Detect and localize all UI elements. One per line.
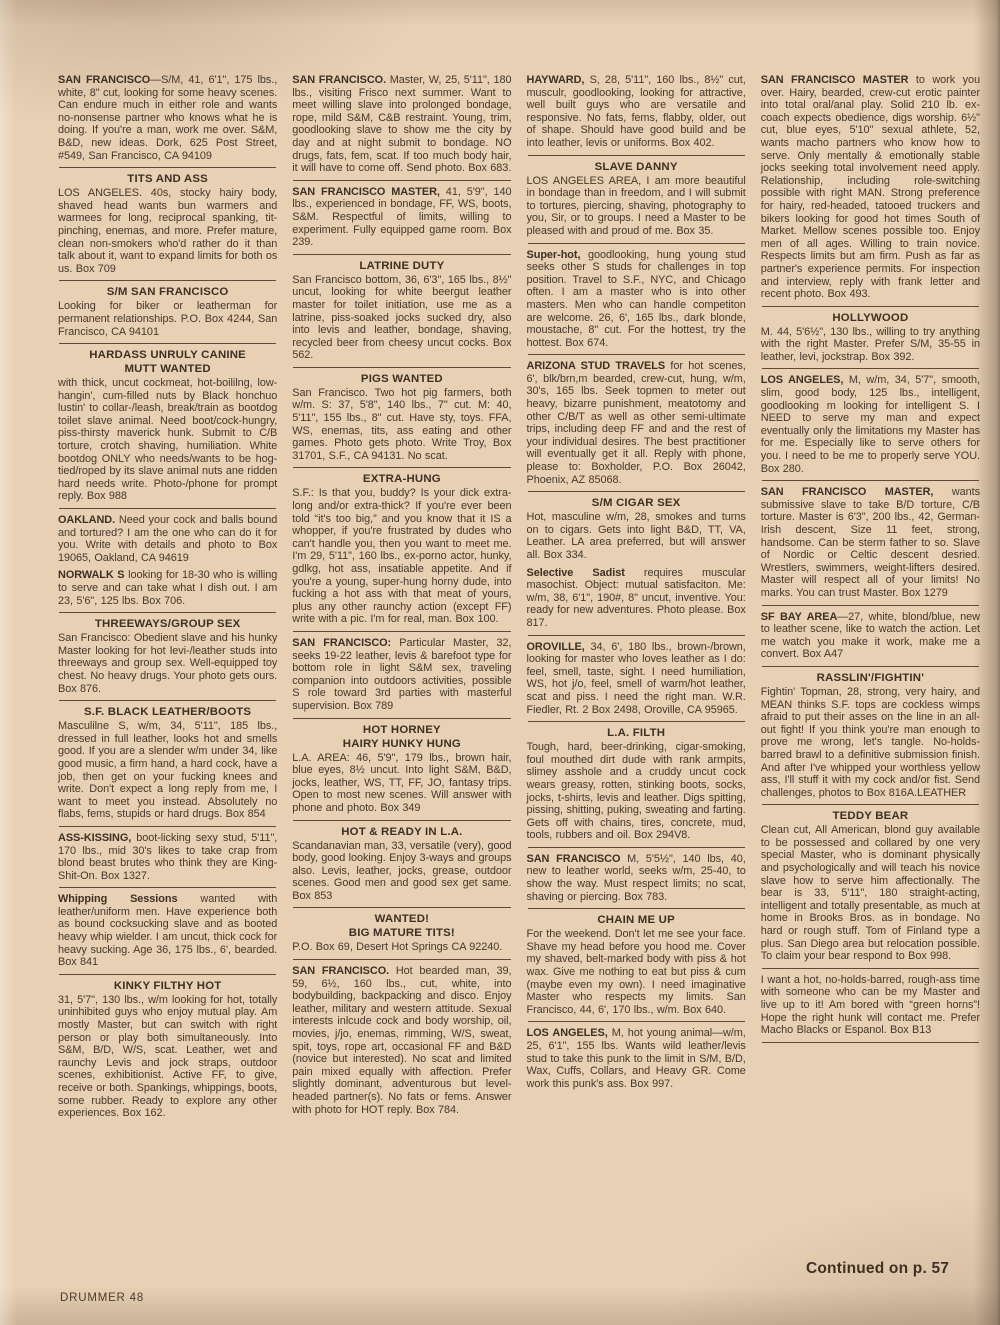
ad-divider-rule: [59, 508, 276, 509]
ad-text: NORWALK S looking for 18-30 who is willing to serve and can take what I dish out. I am 23, 5'6", 125 lbs. Box 706.: [58, 569, 278, 607]
ad-lead: Selective Sadist: [526, 566, 625, 579]
ad-divider-rule: [762, 368, 979, 369]
ad-divider-rule: [762, 1042, 979, 1043]
classified-ad: [292, 74, 511, 175]
ad-text: LOS ANGELES, M, w/m, 34, 5'7", smooth, slim, good body, 125 lbs., intelligent, goodlooking m looking for intelligent S. I NEED to serve my man and expect eventually only the limitations my Master has for me. Especially like to serve others for you. I need to be me to properly serve YOU. Box 280.: [760, 374, 980, 475]
classified-ad: [527, 567, 746, 630]
ad-divider-rule: [59, 826, 276, 827]
ad-text: OROVILLE, 34, 6', 180 lbs., brown-/brown, looking for master who loves leather as I do: feel, smell, taste, sight. I need humiliation, WS, hot j/o, feel, smell of warm/hot leather, scat and piss. I need the right man. W.R. Fiedler, Rt. 2 Box 2498, Oroville, CA 95965.: [526, 640, 746, 716]
column-2: [292, 74, 511, 1121]
classified-ad: [58, 893, 277, 969]
classified-ad: [527, 1027, 746, 1090]
classified-ad: [58, 173, 277, 275]
ad-text: LOS ANGELES. 40s, stocky hairy body, shaved head wants bun warmers and warmees for long, reciprocal spanking, tit-pinching, enemas, and more. Prefer mature, clean non-smokers who'd rather do it than talk about it, want to expand limits for both os us. Box 709: [58, 187, 278, 275]
classified-ad: [58, 349, 277, 503]
classified-ad: [761, 810, 980, 963]
ad-text: San Francisco: Obedient slave and his hunky Master looking for hot levi-/leather studs into threeways and group sex. Well-equipped toy chest. No heavy drugs. Your photo gets ours. Box 876.: [58, 632, 278, 695]
ad-text: SAN FRANCISCO MASTER to work you over. Hairy, bearded, crew-cut erotic painter into total oral/anal play. Solid 210 lb. ex-coach expects obedience, digs worship. 6½" cut, blue eyes, 5'10" sexual athlete, 52, wants macho partners who know how to serve. Only mentally & emotionally stable jocks seeking total involvement need apply. Relationship, including role-switching possible with right MAN. Strong preference for hairy, red-headed, tatooed truckers and bikers looking for good hot times South of Market. Mellow scenes possible too. Enjoy men of all ages. Willing to train novice. Respects limits but am firm. Push as far as partner's experience permits. For inspection and interview, reply with frank letter and recent photo. Box 493.: [760, 74, 980, 301]
ad-lead: OROVILLE,: [526, 640, 585, 653]
ad-divider-rule: [762, 605, 979, 606]
ad-text: LOS ANGELES, M, hot young animal—w/m, 25, 6'1", 155 lbs. Wants wild leather/levis stud to take this punk to the limit in S/M, B/D, Wax, Cuffs, Collars, and Heavy GR. Come work this punk's ass. Box 997.: [526, 1027, 746, 1090]
ad-header: S/M CIGAR SEX: [591, 497, 681, 510]
classified-ad: [527, 161, 746, 238]
ad-lead: Super-hot,: [526, 248, 581, 261]
classified-ad: [527, 853, 746, 903]
classified-ad: [292, 913, 511, 954]
classified-ad: [761, 611, 980, 661]
ad-divider-rule: [528, 721, 745, 722]
ad-divider-rule: [528, 243, 745, 244]
classified-ad: [292, 965, 511, 1116]
ad-divider-rule: [293, 631, 510, 632]
ad-lead: Whipping Sessions: [58, 893, 178, 906]
classified-ad: [527, 641, 746, 717]
ad-lead: SAN FRANCISCO.: [292, 74, 387, 86]
ad-divider-rule: [293, 718, 510, 719]
ad-text: Selective Sadist requires muscular masochist. Object: mutual satisfaciton. Me: w/m, 38, 6'1", 190#, 8" uncut, inventive. You: ready for new adventures. Photo please. Box 817.: [526, 566, 746, 629]
ad-divider-rule: [293, 180, 510, 181]
ad-text: Fightin' Topman, 28, strong, very hairy, and MEAN thinks S.F. tops are cockless wimps afraid to put their asses on the line in an all-out fight! If you think you're man enough to prove me wrong, let's tangle. No-holds-barred brawl to a definitive submission finish. And after I've whipped your worthless yellow ass, I'll stuff it with my cock and/or fist. Send challenges, photos to Box 816A.LEATHER: [760, 685, 980, 799]
ad-text: SAN FRANCISCO: Particular Master, 32, seeks 19-22 leather, levis & barefoot type for bottom role in light S&M sex, traveling companion into outdoors activities, possible S role toward 3rd parties with masterful supervision. Box 789: [292, 636, 512, 712]
classified-ad: [761, 672, 980, 799]
column-3: [527, 74, 746, 1095]
ad-text: SAN FRANCISCO. Master, W, 25, 5'11", 180 lbs., visiting Frisco next summer. Want to meet willing slave into prolonged bondage, rope, mild S&M, C&B restraint. Young, trim, goodlooking slave to show me the city by day and at night submit to bondage. NO drugs, fats, fem, scat. If too much body hair, it will have to come off. Send photo. Box 683.: [292, 74, 512, 175]
ad-divider-rule: [762, 306, 979, 307]
classified-ad: [292, 724, 511, 815]
classified-ad: [292, 260, 511, 362]
classified-ad: [761, 974, 980, 1037]
ad-lead: SF BAY AREA: [760, 610, 838, 623]
ad-header: TITS AND ASS: [127, 173, 208, 186]
ad-text: SAN FRANCISCO—S/M, 41, 6'1", 175 lbs., white, 8" cut, looking for some heavy scenes. Can endure much in either role and wants no-nonsense partner who knows what he is doing. If you're a man, work me over. S&M, B&D, new ideas. Dork, 625 Post Street, #549, San Francisco, CA 94109: [58, 74, 278, 162]
ad-header: TEDDY BEAR: [832, 810, 909, 823]
ad-text: HAYWARD, S, 28, 5'11", 160 lbs., 8½" cut, musculr, goodlooking, looking for attractive, well built guys who are versatile and responsive. No fats, fems, flabby, older, out of shape. Should have good build and be into leather, levis or uniforms. Box 402.: [526, 74, 746, 149]
classified-ad: [527, 74, 746, 150]
continued-note: Continued on p. 57: [806, 1260, 950, 1277]
ad-text: I want a hot, no-holds-barred, rough-ass time with someone who can be my Master and live up to it! Am bored with “green horns”! Hope the right hunk will contact me. Prefer Macho Blacks or Espanol. Box B13: [760, 973, 980, 1037]
ad-lead: NORWALK S: [58, 569, 125, 582]
ad-text: For the weekend. Don't let me see your face. Shave my head before you hood me. Cover my shaved, belt-marked body with piss & hot wax. Give me nothing to eat but piss & cum (maybe even my own). I need imaginative Master who respects my limits. San Francisco, 44, 6', 170 lbs., w/m. Box 640.: [526, 928, 746, 1016]
ad-header: THREEWAYS/GROUP SEX: [94, 618, 241, 631]
classified-ad: [58, 980, 277, 1120]
ad-text: Tough, hard, beer-drinking, cigar-smoking, foul mouthed dirt dude with rank armpits, slimey asshole and a cruddy uncut cock wears greasy, rotten, stinking boots, socks, jocks, t-shirts, levis and leather. Digs spitting, pissing, shitting, puking, sweating and farting. Gets off with chains, tires, concrete, mud, tools, rubbers and oil. Box 294V8.: [526, 741, 746, 842]
classified-ad: [292, 186, 511, 249]
ad-text: Clean cut, All American, blond guy available to be possessed and collared by one very special Master, who is dominant physically and psychologically and will teach his novice slave how to serve him affectionally. The bear is 33, 5'11", 180 straight-acting, intelligent and totally presentable, as much at home in Brooks Bros. as in bondage. No hard or rough stuff. Tom of Finland type a plus. San Diego area but relocation possible. To claim your bear respond to Box 998.: [760, 824, 980, 963]
ad-lead: SAN FRANCISCO MASTER,: [292, 185, 440, 198]
ad-text: Whipping Sessions wanted with leather/uniform men. Have experience both as bound cocksucking slave and as booted heavy whip wielder. I am uncut, thick cock for heavy sucking. Age 36, 175 lbs., 6', bearded. Box 841: [58, 893, 278, 969]
ad-divider-rule: [293, 959, 510, 960]
classified-ad: [527, 914, 746, 1016]
classified-ad: [292, 637, 511, 713]
ad-lead: SAN FRANCISCO MASTER,: [760, 486, 934, 499]
ad-lead: SAN FRANCISCO: [526, 852, 621, 865]
ad-header: MUTT WANTED: [124, 363, 211, 376]
ad-text: SF BAY AREA—27, white, blond/blue, new to leather scene, like to watch the action. Let me watch you make it work, make me a convert. Box A47: [760, 610, 980, 661]
ad-header: L.A. FILTH: [607, 727, 666, 740]
ad-text: San Francisco. Two hot pig farmers, both w/m. S: 37, 5'8", 140 lbs., 7" cut. M: 40, 5'11", 155 lbs., 8" cut. Have sty, toys. FFA, WS, enemas, tits, ass eating and other games. Photo gets photo. Write Troy, Box 31701, S.F., CA 94131. No scat.: [292, 386, 512, 462]
classified-ad: [761, 74, 980, 301]
ad-divider-rule: [762, 666, 979, 667]
ad-text: with thick, uncut cockmeat, hot-boililng, low-hangin', cum-filled nuts by Black honchuo lustin' to collar-/leash, break/train as bootdog toilet slave animal. Need boot/cock-hungry, piss-thirsty maverick hunk. Submit to C/B torture, crotch shaving, humiliation. White bootdog ONLY who needs/wants to be hog-tied/roped by its slave animal nuts ane ridden hard needs write. Photo-/phone for prompt reply. Box 988: [58, 377, 278, 503]
ad-header: LATRINE DUTY: [359, 259, 445, 272]
ad-lead: SAN FRANCISCO MASTER: [760, 74, 909, 86]
ad-text: OAKLAND. Need your cock and balls bound and tortured? I am the one who can do it for you. Write with details and photo to Box 19065, Oakland, CA 94619: [58, 514, 278, 564]
ad-header: HAIRY HUNKY HUNG: [342, 737, 461, 750]
ad-text: M. 44, 5'6½", 130 lbs., willing to try anything with the right Master. Prefer S/M, 35-55 in leather, levi, jockstrap. Box 392.: [760, 325, 980, 363]
ad-header: HOT HORNEY: [362, 723, 441, 736]
ad-header: KINKY FILTHY HOT: [113, 979, 222, 992]
ad-header: PIGS WANTED: [360, 372, 443, 385]
ad-divider-rule: [59, 343, 276, 344]
ad-divider-rule: [59, 700, 276, 701]
ad-divider-rule: [762, 804, 979, 805]
ad-text: SAN FRANCISCO. Hot bearded man, 39, 59, 6½, 160 lbs., cut, white, into bodybuilding, backpacking and disco. Enjoy leather, military and western attitude. Sexual interests inlcude cock and body worship, oil, movies, j/jo, enemas, rimming, W/S, sweat, spit, toys, rope art, occasional FF and B&D (novice but interested). No scat and limited pain mixed equally with affection. Prefer slightly dominant, adventurous but level-headed partner(s). No fats or fems. Answer with photo for HOT reply. Box 784.: [292, 965, 512, 1116]
publication-footer: DRUMMER 48: [60, 1292, 145, 1304]
ad-text: SAN FRANCISCO MASTER, wants submissive slave to take B/D torture, C/B torture. Master is 6'3", 200 lbs., 42, German-Irish descent, Size 11 feet, strong, handsome. Can be sterm father to so. Slave of Nordic or Celtic descent desried. Wrestlers, swimmers, weight-lifters desired. Master will respect all of your limits! No marks. You can trust Master. Box 1279: [760, 486, 980, 599]
classified-ad: [292, 473, 511, 626]
classified-ad: [58, 832, 277, 882]
column-4: [761, 74, 980, 1048]
classified-ad: [58, 618, 277, 695]
ad-lead: SAN FRANCISCO: [58, 74, 151, 86]
ad-lead: LOS ANGELES,: [760, 374, 844, 387]
ad-divider-rule: [528, 155, 745, 156]
ad-text: P.O. Box 69, Desert Hot Springs CA 92240.: [292, 941, 503, 954]
ad-text: SAN FRANCISCO MASTER, 41, 5'9", 140 lbs., experienced in bondage, FF, WS, boots, S&M. Respectful of limits, willing to experiment. Fully equipped game room. Box 239.: [292, 185, 512, 249]
ad-lead: SAN FRANCISCO:: [292, 636, 392, 649]
ad-lead: ARIZONA STUD TRAVELS: [526, 360, 666, 373]
ad-lead: HAYWARD,: [526, 74, 585, 86]
classified-ad: [58, 74, 277, 162]
ad-text: ASS-KISSING, boot-licking sexy stud, 5'11", 170 lbs., mid 30's likes to take crap from blond beast brutes who think they are King-Shit-On. Box 1327.: [58, 831, 278, 882]
ad-header: HOT & READY IN L.A.: [341, 825, 463, 838]
ad-divider-rule: [59, 280, 276, 281]
ad-text: San Francisco bottom, 36, 6'3", 165 lbs., 8½" uncut, looking for white beergut leather master for toilet initiation, use me as a latrine, piss-soaked jocks sucked dry, also into levis and leather, bondage, shaving, recycled beer from cheesy uncut cocks. Box 562.: [292, 273, 512, 362]
classified-ad: [292, 373, 511, 463]
ad-header: EXTRA-HUNG: [362, 473, 441, 486]
ad-header: WANTED!: [374, 913, 430, 926]
ad-header: S.F. BLACK LEATHER/BOOTS: [84, 706, 252, 719]
ad-divider-rule: [762, 480, 979, 481]
ad-text: ARIZONA STUD TRAVELS for hot scenes, 6', blk/brn,m bearded, crew-cut, hung, w/m, 30's, 165 lbs. Seek topmen to meter out heavy, bizarre punishment, meatotomy and other C/B/T as well as other semi-ultimate trips, including deep FF and and the rest of your individual desires. The best practitioner will eventually get it all. Reply with phone, please to: Boxholder, P.O. Box 26042, Phoenix, AZ 85068.: [526, 360, 746, 486]
ad-divider-rule: [528, 847, 745, 848]
ad-text: S.F.: Is that you, buddy? Is your dick extra-long and/or extra-thick? If you're ever been told “it's too big,” and you know that it IS a whopper, if you're frustrated by dudes who can't handle you, then you want to meet me. I'm 29, 5'11", 160 lbs., ex-porno actor, hunky, gdlkg, hot ass, insatiable appetite. And if you're a young, super-hung horny dude, into fucking a hot ass with that meat of yours, plus any other raunchy action (except FF) write with a pic. I'm for real, man. Box 100.: [292, 487, 512, 626]
ad-divider-rule: [528, 491, 745, 492]
ad-divider-rule: [293, 467, 510, 468]
ad-divider-rule: [293, 907, 510, 908]
classified-ad: [527, 360, 746, 486]
ad-divider-rule: [528, 1021, 745, 1022]
ad-header: HOLLYWOOD: [832, 311, 909, 324]
ad-divider-rule: [528, 354, 745, 355]
classified-ad: [292, 826, 511, 903]
ad-text: Scandanavian man, 33, versatile (very), good body, good looking. Enjoy 3-ways and groups also. Levis, leather, jocks, grease, outdoor scenes. Good men and good sex get same. Box 853: [292, 839, 512, 902]
ad-text: 31, 5'7", 130 lbs., w/m looking for hot, totally uninhibited guys who enjoy mutual play. Am mostly Master, but can switch with right person or play both simultaneously. Into S&M, B/D, W/S, scat. Leather, wet and raunchy Levis and jock straps, outdoor scenes, exhibitionist. Active FF, to give, receive or both. Spankings, whippings, boots, some rubber. Ready to explore any other experiences. Box 162.: [58, 993, 278, 1120]
ad-header: CHAIN ME UP: [597, 914, 675, 927]
ad-header: BIG MATURE TITS!: [348, 927, 455, 940]
ad-divider-rule: [528, 635, 745, 636]
ad-header: S/M SAN FRANCISCO: [106, 286, 229, 299]
classified-ad: [761, 312, 980, 364]
column-1: [58, 74, 277, 1125]
ad-header: RASSLIN'/FIGHTIN': [816, 671, 925, 684]
ad-text: L.A. AREA: 46, 5'9", 179 lbs., brown hair, blue eyes, 8½ uncut. Into light S&M, B&D, jocks, leather, WS, TT, FF, JO, fantasy trips. Open to most new scenes. Will answer with phone and photo. Box 349: [292, 751, 512, 814]
classified-ad: [527, 497, 746, 561]
ad-divider-rule: [59, 887, 276, 888]
ad-divider-rule: [528, 908, 745, 909]
classified-ad: [527, 249, 746, 350]
ad-text: Looking for biker or leatherman for permanent relationships. P.O. Box 4244, San Francisco, CA 94101: [58, 300, 278, 338]
classified-ad: [58, 514, 277, 564]
classified-ad: [58, 706, 277, 821]
ad-divider-rule: [59, 167, 276, 168]
ad-divider-rule: [293, 254, 510, 255]
ad-lead: OAKLAND.: [58, 514, 116, 527]
ad-text: LOS ANGELES AREA, I am more beautiful in bondage than in freedom, and I will submit to tortures, piercing, shaving, photography to you, Sir, or to groups. I need a Master to be pleased with and proud of me. Box 35.: [526, 174, 746, 237]
ad-divider-rule: [293, 820, 510, 821]
ad-header: SLAVE DANNY: [594, 160, 678, 173]
ad-text: SAN FRANCISCO M, 5'5½", 140 lbs, 40, new to leather world, seeks w/m, 25-40, to show the way. Must respect limits; no scat, shaving or piercing. Box 783.: [526, 852, 746, 903]
classifieds-columns: [58, 74, 980, 1125]
ad-lead: LOS ANGELES,: [526, 1027, 608, 1040]
ad-divider-rule: [59, 974, 276, 975]
classified-ad: [527, 727, 746, 842]
ad-text: Masculilne S, w/m, 34, 5'11", 185 lbs., dressed in full leather, looks hot and smells good. If you are a slender w/m under 34, like good music, a firm hand, a hard cock, have a job, then get on your fucking knees and write. Don't expect a long reply from me, I want to meet you instead. Absolutely no flabs, fems, stupids or hard drugs. Box 854: [58, 720, 278, 821]
classified-ad: [58, 286, 277, 338]
ad-divider-rule: [59, 612, 276, 613]
classified-ad: [761, 486, 980, 599]
ad-header: HARDASS UNRULY CANINE: [89, 349, 246, 362]
ad-lead: ASS-KISSING,: [58, 831, 132, 844]
ad-lead: SAN FRANCISCO.: [292, 965, 390, 978]
ad-text: Hot, masculine w/m, 28, smokes and turns on to cigars. Gets into light B&D, TT, VA, Leather. LA area preferred, but will answer all. Box 334.: [526, 511, 746, 561]
classified-ad: [58, 569, 277, 607]
ad-divider-rule: [762, 968, 979, 969]
ad-text: Super-hot, goodlooking, hung young stud seeks other S studs for challenges in top position. Travel to S.F., NYC, and Chicago often. I am a master who is into other masters. Men who can handle competiton are welcome. 26, 6', 165 lbs., dark blonde, moustache, 8" cut. For the hottest, try the hottest. Box 674.: [526, 248, 746, 349]
classified-ad: [761, 374, 980, 475]
ad-divider-rule: [293, 367, 510, 368]
